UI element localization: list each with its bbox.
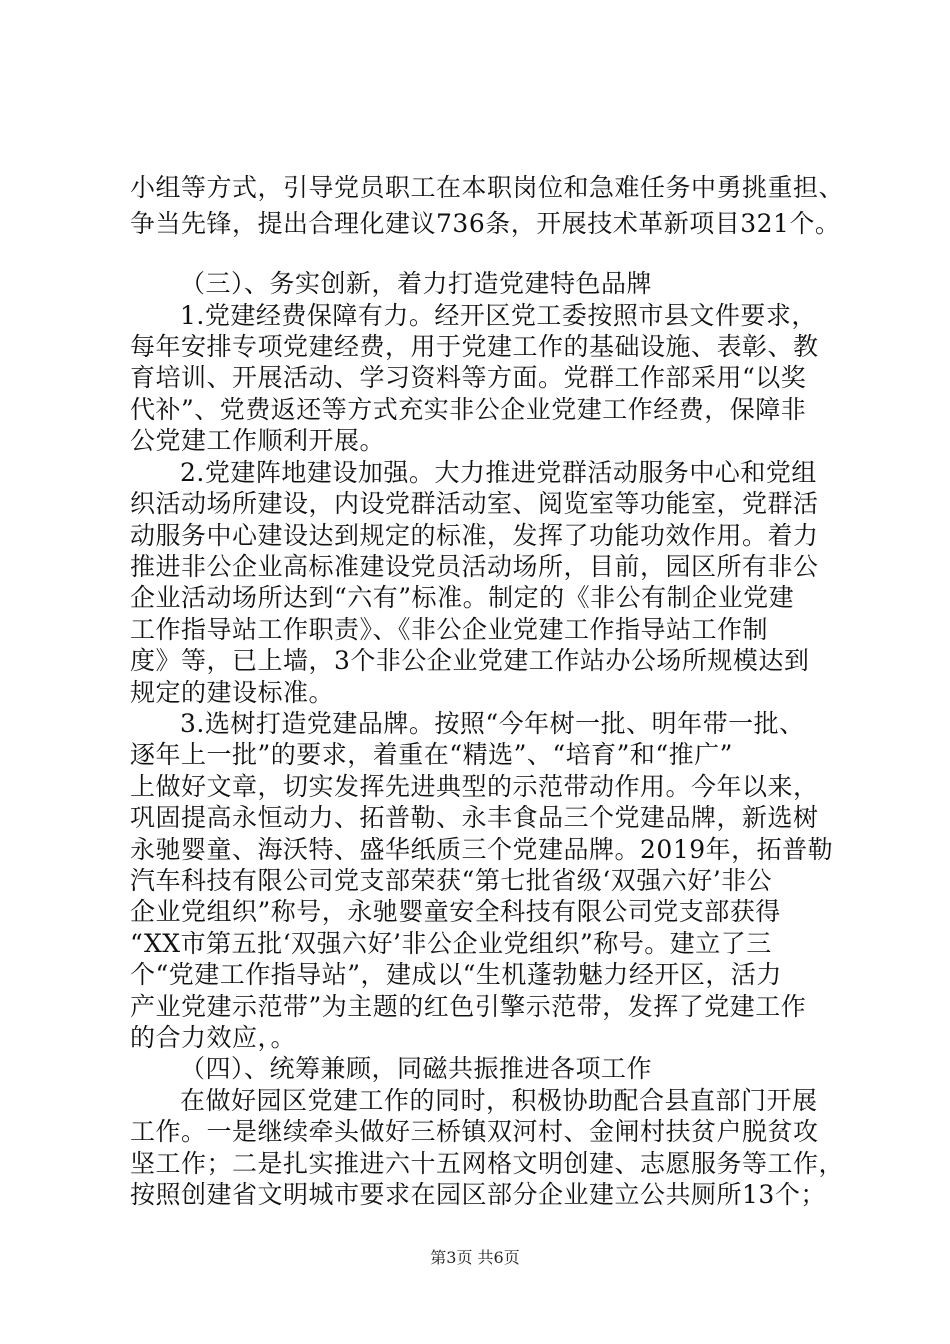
paragraph-line: 在做好园区党建工作的同时，积极协助配合县直部门开展 [180, 1086, 818, 1115]
paragraph-line: 动服务中心建设达到规定的标准，发挥了功能功效作用。着力 [130, 521, 819, 550]
paragraph-line: 的合力效应，。 [130, 1023, 297, 1052]
paragraph-line: 规定的建设标准。 [130, 678, 335, 707]
paragraph-line: 工作。一是继续牵头做好三桥镇双河村、金闸村扶贫户脱贫攻 [130, 1117, 819, 1146]
paragraph-line: 汽车科技有限公司党支部荣获“第七批省级‘双强六好’非公 [130, 866, 773, 895]
paragraph-line: 小组等方式，引导党员职工在本职岗位和急难任务中勇挑重担、 [130, 173, 845, 202]
paragraph-line: 育培训、开展活动、学习资料等方面。党群工作部采用“以奖 [130, 363, 807, 392]
paragraph-line: 坚工作；二是扎实推进六十五网格文明创建、志愿服务等工作， [130, 1149, 845, 1178]
paragraph-line: 企业活动场所达到“六有”标准。制定的《非公有制企业党建 [130, 583, 795, 612]
paragraph-line: 织活动场所建设，内设党群活动室、阅览室等功能室，党群活 [130, 489, 819, 518]
section-heading: （三）、务实创新，着力打造党建特色品牌 [180, 269, 653, 298]
paragraph-line: 产业党建示范带”为主题的红色引擎示范带，发挥了党建工作 [130, 992, 807, 1021]
paragraph-line: 3.选树打造党建品牌。按照“今年树一批、明年带一批、 [180, 709, 805, 738]
section-heading: （四）、统筹兼顾，同磁共振推进各项工作 [180, 1054, 653, 1083]
paragraph-line: 永驰婴童、海沃特、盛华纸质三个党建品牌。2019年，拓普勒 [130, 835, 834, 864]
paragraph-line: 1.党建经费保障有力。经开区党工委按照市县文件要求， [180, 301, 817, 330]
paragraph-line: 2.党建阵地建设加强。大力推进党群活动服务中心和党组 [180, 458, 817, 487]
paragraph-line: 工作指导站工作职责》、《非公企业党建工作指导站工作制 [130, 615, 769, 644]
paragraph-line: 企业党组织”称号，永驰婴童安全科技有限公司党支部获得 [130, 897, 781, 926]
paragraph-line: 度》等，已上墙，3个非公企业党建工作站办公场所规模达到 [130, 646, 810, 675]
paragraph-line: 按照创建省文明城市要求在园区部分企业建立公共厕所13个； [130, 1180, 826, 1209]
paragraph-line: 逐年上一批”的要求，着重在“精选”、“培育”和“推广” [130, 740, 733, 769]
paragraph-line: 个“党建工作指导站”，建成以“生机蓬勃魅力经开区，活力 [130, 960, 782, 989]
paragraph-line: 每年安排专项党建经费，用于党建工作的基础设施、表彰、教 [130, 332, 819, 361]
paragraph-line: 公党建工作顺利开展。 [130, 426, 386, 455]
paragraph-line: 争当先锋，提出合理化建议736条，开展技术革新项目321个。 [130, 209, 841, 238]
paragraph-line: 推进非公企业高标准建设党员活动场所，目前，园区所有非公 [130, 552, 819, 581]
paragraph-line: “XX市第五批‘双强六好’非公企业党组织”称号。建立了三 [130, 929, 772, 958]
paragraph-line: 代补”、党费返还等方式充实非公企业党建工作经费，保障非 [130, 395, 807, 424]
paragraph-line: 上做好文章，切实发挥先进典型的示范带动作用。今年以来， [130, 772, 819, 801]
paragraph-line: 巩固提高永恒动力、拓普勒、永丰食品三个党建品牌，新选树 [130, 803, 819, 832]
page-number-footer: 第3页 共6页 [430, 1248, 520, 1267]
